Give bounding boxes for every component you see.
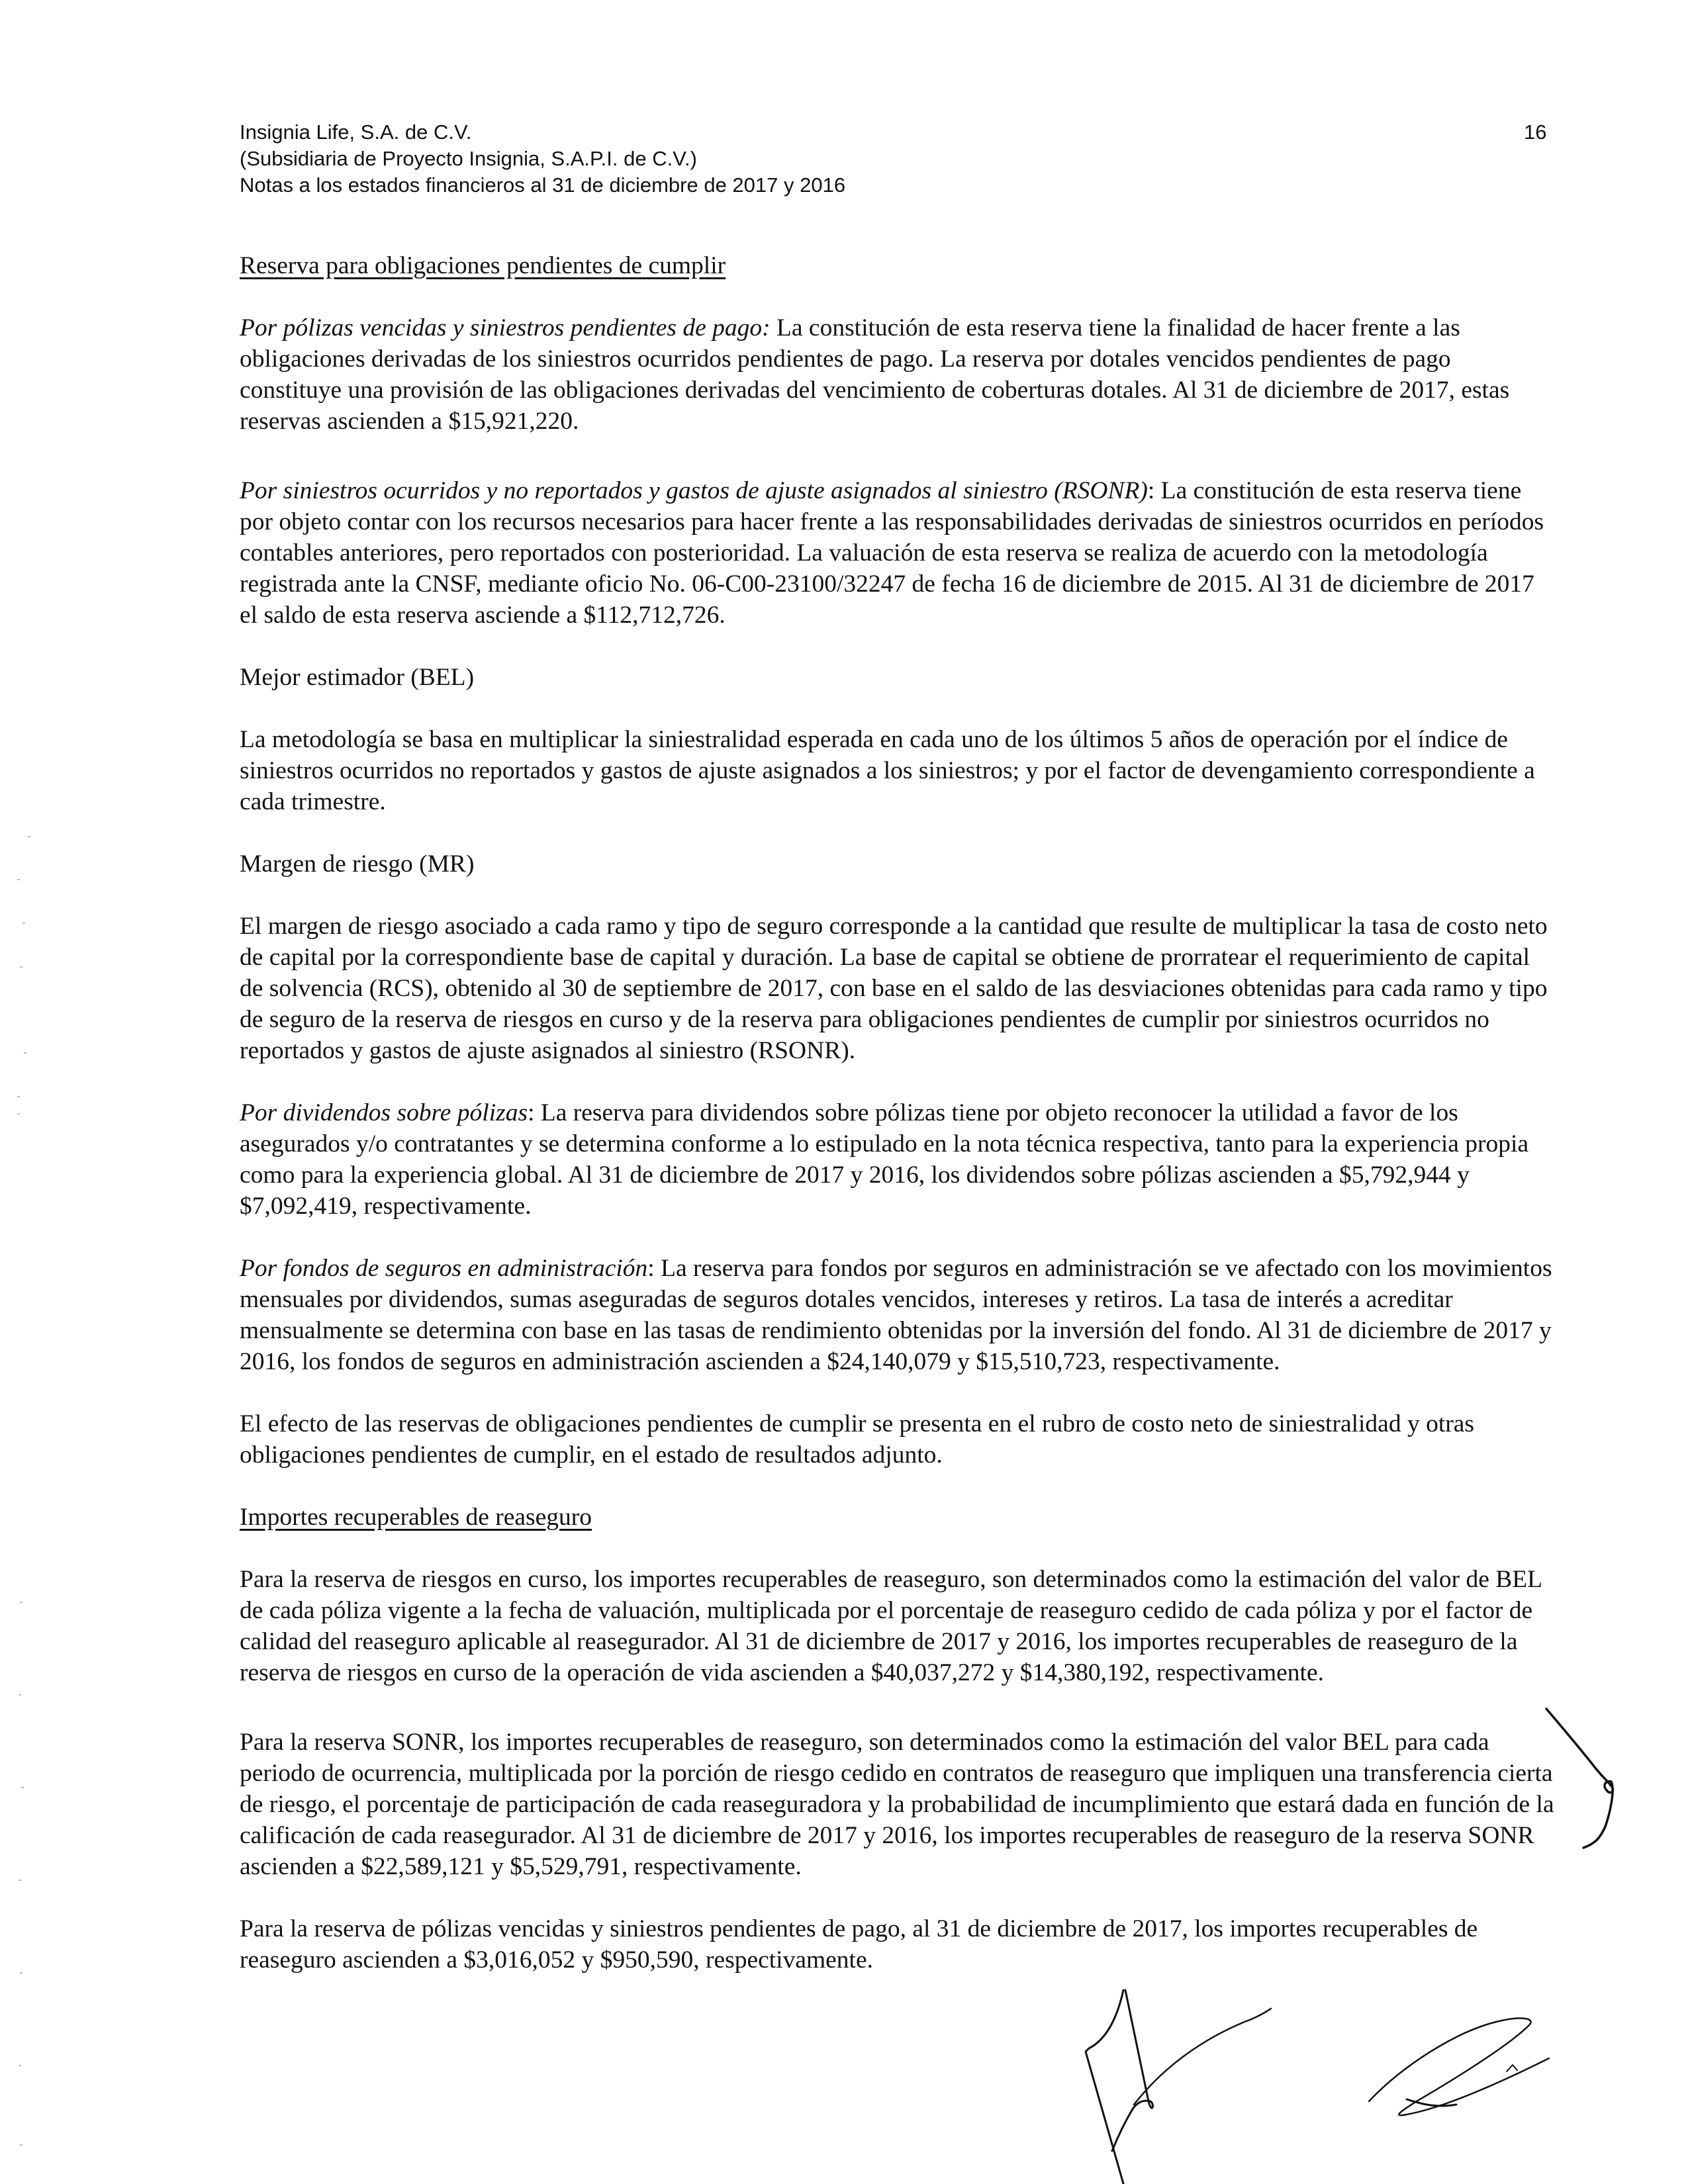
paragraph-riesgos-curso: Para la reserva de riesgos en curso, los importes recuperables de reaseguro, son determinados como la estimación del valor de BEL de cada póliza vigente a la fecha de valuación, multiplicada por el porcentaje de reaseguro cedido de cada póliza y por el factor de calidad del reaseguro aplicable al reasegurador. Al 31 de diciembre de 2017 y 2016, los importes recuperables de reaseguro de la reserva de riesgos en curso de la operación de vida ascienden a $40,037,272 y $14,380,192, respectivamente. (240, 1566, 1542, 1686)
section-heading-importes: Importes recuperables de reaseguro (240, 1504, 592, 1531)
document-body (240, 250, 1557, 2007)
paragraph-bel: La metodología se basa en multiplicar la siniestralidad esperada en cada uno de los últimos 5 años de operación por el índice de siniestros ocurridos no reportados y gastos de ajuste asignados a los siniestros; y por el factor de devengamiento correspondiente a cada trimestre. (240, 726, 1535, 815)
section-heading-reserva: Reserva para obligaciones pendientes de cumplir (240, 252, 726, 279)
paragraph-lead: Por siniestros ocurridos y no reportados y gastos de ajuste asignados al siniestro (RSONR) (240, 477, 1148, 504)
paragraph-rsonr (240, 475, 1557, 631)
paragraph-mr: El margen de riesgo asociado a cada ramo y tipo de seguro corresponde a la cantidad que resulte de multiplicar la tasa de costo neto de capital por la correspondiente base de capital y duración. La base de capital se obtiene de prorratear el requerimiento de capital de solvencia (RCS), obtenido al 30 de septiembre de 2017, con base en el saldo de las desviaciones obtenidas para cada ramo y tipo de seguro de la reserva de riesgos en curso y de la reserva para obligaciones pendientes de cumplir por siniestros ocurridos no reportados y gastos de ajuste asignados al siniestro (RSONR). (240, 913, 1548, 1064)
subheading-mr: Margen de riesgo (MR) (240, 850, 475, 878)
paragraph-dividendos (240, 1097, 1557, 1222)
document-header (240, 119, 845, 199)
paragraph-text: : La constitución de esta reserva tiene por objeto contar con los recursos necesarios para hacer frente a las responsabilidades derivadas de siniestros ocurridos en períodos contables anteriores, pero reportados con posterioridad. La valuación de esta reserva se realiza de acuerdo con la metodología registrada ante la CNSF, mediante oficio No. 06-C00-23100/32247 de fecha 16 de diciembre de 2015. Al 31 de diciembre de 2017 el saldo de esta reserva asciende a $112,712,726. (240, 477, 1544, 629)
company-name: Insignia Life, S.A. de C.V. (240, 120, 472, 144)
signature-mark-main (1112, 1990, 1152, 2151)
paragraph-polizas-vencidas (240, 312, 1557, 437)
paragraph-efecto: El efecto de las reservas de obligaciones pendientes de cumplir se presenta en el rubro de costo neto de siniestralidad y otras obligaciones pendientes de cumplir, en el estado de resultados adjunto. (240, 1410, 1474, 1469)
paragraph-lead: Por fondos de seguros en administración (240, 1255, 648, 1282)
paragraph-lead: Por pólizas vencidas y siniestros pendientes de pago: (240, 314, 771, 341)
page-number: 16 (1524, 120, 1547, 144)
paragraph-fondos (240, 1253, 1557, 1377)
paragraph-text: La constitución de esta reserva tiene la finalidad de hacer frente a las obligaciones derivadas de los siniestros ocurridos pendientes de pago. La reserva por dotales vencidos pendientes de pago constituye una provisión de las obligaciones derivadas del vencimiento de coberturas dotales. Al 31 de diciembre de 2017, estas reservas ascienden a $15,921,220. (240, 314, 1510, 435)
signature-mark-hook (1407, 2099, 1456, 2106)
paragraph-polizas-vencidas-recuperables: Para la reserva de pólizas vencidas y siniestros pendientes de pago, al 31 de diciembre de 2017, los importes recuperables de reaseguro ascienden a $3,016,052 y $950,590, respectivamente. (240, 1915, 1478, 1974)
parent-company: (Subsidiaria de Proyecto Insignia, S.A.P.I. de C.V.) (240, 147, 697, 170)
signature-mark-right (1369, 2019, 1549, 2116)
notes-subtitle: Notas a los estados financieros al 31 de diciembre de 2017 y 2016 (240, 173, 846, 197)
paragraph-text: : La reserva para dividendos sobre pólizas tiene por objeto reconocer la utilidad a favor de los asegurados y/o contratantes y se determina conforme a lo estipulado en la nota técnica respectiva, tanto para la experiencia propia como para la experiencia global. Al 31 de diciembre de 2017 y 2016, los dividendos sobre pólizas ascienden a $5,792,944 y $7,092,419, respectivamente. (240, 1099, 1529, 1220)
paragraph-sonr: Para la reserva SONR, los importes recuperables de reaseguro, son determinados como la estimación del valor BEL para cada periodo de ocurrencia, multiplicada por la porción de riesgo cedido en contratos de reaseguro que impliquen una transferencia cierta de riesgo, el porcentaje de participación de cada reaseguradora y la probabilidad de incumplimiento que estará dada en función de la calificación de cada reasegurador. Al 31 de diciembre de 2017 y 2016, los importes recuperables de reaseguro de la reserva SONR ascienden a $22,589,121 y $5,529,791, respectivamente. (240, 1729, 1554, 1880)
scan-margin-marks (0, 0, 53, 2184)
signature-mark-sweep (1134, 2009, 1271, 2105)
signature-mark-caret (1507, 2065, 1517, 2071)
paragraph-lead: Por dividendos sobre pólizas (240, 1099, 528, 1126)
subheading-bel: Mejor estimador (BEL) (240, 664, 475, 691)
signature-mark-left (1086, 1990, 1125, 2184)
paragraph-text: : La reserva para fondos por seguros en administración se ve afectado con los movimientos mensuales por dividendos, sumas aseguradas de seguros dotales vencidos, intereses y retiros. La tasa de interés a acreditar mensualmente se determina con base en las tasas de rendimiento obtenidas por la inversión del fondo. Al 31 de diciembre de 2017 y 2016, los fondos de seguros en administración ascienden a $24,140,079 y $15,510,723, respectivamente. (240, 1255, 1552, 1375)
